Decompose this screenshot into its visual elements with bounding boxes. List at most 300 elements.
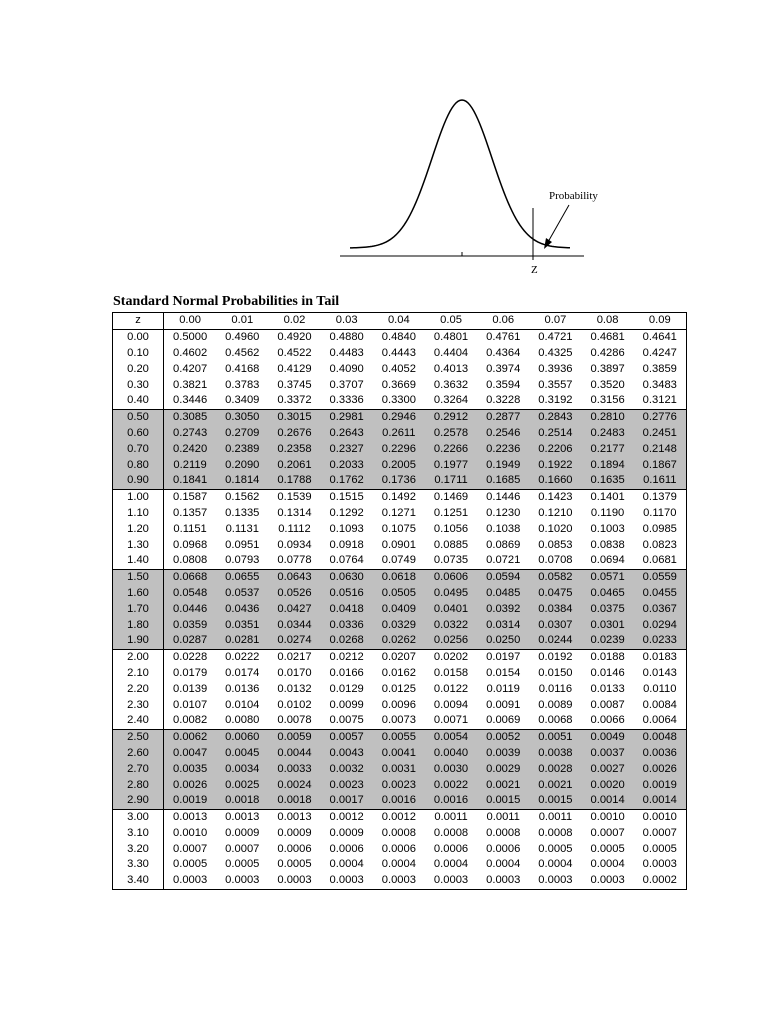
- probability-cell: 0.0129: [329, 682, 364, 695]
- probability-cell: 0.1020: [538, 522, 573, 535]
- probability-cell: 0.0136: [225, 682, 260, 695]
- probability-cell: 0.0043: [321, 746, 373, 762]
- probability-cell: 0.0630: [321, 569, 373, 585]
- z-value-cell: 1.80: [113, 617, 164, 633]
- probability-cell: 0.0869: [486, 538, 521, 551]
- table-row: [113, 473, 687, 489]
- header-col: 0.00: [164, 313, 217, 330]
- probability-cell: 0.0606: [425, 569, 477, 585]
- probability-cell: 0.0885: [433, 538, 469, 551]
- probability-cell: 0.4721: [538, 331, 573, 344]
- probability-cell: 0.3897: [590, 362, 625, 375]
- probability-cell: 0.0004: [433, 858, 469, 871]
- z-value-cell: 1.50: [113, 569, 164, 585]
- probability-cell: 0.3936: [538, 362, 573, 375]
- probability-cell: 0.3300: [381, 394, 416, 407]
- probability-cell: 0.2981: [321, 409, 373, 425]
- probability-cell: 0.4920: [277, 331, 312, 344]
- probability-cell: 0.0035: [164, 761, 217, 777]
- probability-cell: 0.0014: [582, 793, 634, 809]
- z-value-cell: 3.10: [113, 826, 164, 842]
- z-value-cell: 0.40: [113, 393, 164, 409]
- probability-cell: 0.0060: [216, 729, 268, 745]
- probability-cell: 0.0418: [321, 601, 373, 617]
- probability-cell: 0.4090: [329, 362, 364, 375]
- probability-cell: 0.0029: [477, 761, 529, 777]
- probability-cell: 0.3085: [164, 409, 217, 425]
- probability-cell: 0.1685: [477, 473, 529, 489]
- probability-cell: 0.0080: [225, 714, 260, 727]
- probability-cell: 0.4522: [277, 346, 312, 359]
- probability-cell: 0.0015: [477, 793, 529, 809]
- probability-cell: 0.0125: [381, 682, 416, 695]
- probability-cell: 0.0384: [529, 601, 581, 617]
- probability-cell: 0.3745: [277, 378, 312, 391]
- z-table-body: [113, 329, 687, 889]
- probability-cell: 0.4840: [381, 331, 416, 344]
- table-row: [113, 826, 687, 842]
- probability-cell: 0.0014: [634, 793, 687, 809]
- probability-cell: 0.0643: [268, 569, 320, 585]
- header-col: 0.06: [477, 313, 529, 330]
- probability-cell: 0.0256: [425, 633, 477, 649]
- probability-cell: 0.2912: [425, 409, 477, 425]
- probability-cell: 0.0007: [225, 842, 260, 855]
- header-col: 0.03: [321, 313, 373, 330]
- probability-cell: 0.0174: [225, 666, 260, 679]
- probability-cell: 0.0197: [477, 649, 529, 665]
- table-row: [113, 457, 687, 473]
- probability-cell: 0.4880: [329, 331, 364, 344]
- probability-cell: 0.0505: [373, 586, 425, 602]
- probability-cell: 0.0094: [433, 698, 469, 711]
- probability-cell: 0.3859: [642, 362, 677, 375]
- probability-cell: 0.0392: [477, 601, 529, 617]
- probability-cell: 0.0066: [590, 714, 625, 727]
- probability-cell: 0.0409: [373, 601, 425, 617]
- probability-cell: 0.1230: [486, 506, 521, 519]
- probability-cell: 0.0150: [538, 666, 573, 679]
- probability-cell: 0.1292: [329, 506, 364, 519]
- z-value-cell: 1.60: [113, 586, 164, 602]
- probability-cell: 0.2483: [582, 426, 634, 442]
- probability-cell: 0.0023: [373, 777, 425, 793]
- probability-cell: 0.0985: [642, 522, 677, 535]
- probability-cell: 0.4129: [277, 362, 312, 375]
- probability-cell: 0.2327: [321, 441, 373, 457]
- table-row: [113, 777, 687, 793]
- probability-arrow-head: [544, 238, 552, 249]
- probability-cell: 0.1660: [529, 473, 581, 489]
- table-row: [113, 489, 687, 505]
- probability-cell: 0.0005: [172, 858, 208, 871]
- probability-cell: 0.0778: [277, 554, 312, 567]
- z-label: Z: [531, 264, 538, 276]
- probability-cell: 0.2389: [216, 441, 268, 457]
- probability-cell: 0.0006: [433, 842, 469, 855]
- probability-cell: 0.2743: [164, 426, 217, 442]
- probability-cell: 0.0793: [225, 554, 260, 567]
- probability-cell: 0.0102: [277, 698, 312, 711]
- table-row: [113, 537, 687, 553]
- probability-cell: 0.0075: [329, 714, 364, 727]
- probability-cell: 0.0307: [529, 617, 581, 633]
- probability-cell: 0.0062: [164, 729, 217, 745]
- table-row: [113, 426, 687, 442]
- probability-cell: 0.2877: [477, 409, 529, 425]
- probability-cell: 0.0139: [172, 682, 208, 695]
- probability-cell: 0.0294: [634, 617, 687, 633]
- probability-cell: 0.5000: [172, 331, 208, 344]
- probability-cell: 0.0212: [321, 649, 373, 665]
- probability-cell: 0.4602: [172, 346, 208, 359]
- probability-cell: 0.0037: [582, 746, 634, 762]
- probability-cell: 0.0028: [529, 761, 581, 777]
- probability-cell: 0.0003: [590, 874, 625, 887]
- z-value-cell: 1.40: [113, 553, 164, 569]
- probability-cell: 0.0166: [329, 666, 364, 679]
- probability-cell: 0.0018: [268, 793, 320, 809]
- probability-cell: 0.0694: [590, 554, 625, 567]
- header-col: 0.09: [634, 313, 687, 330]
- probability-cell: 0.0019: [164, 793, 217, 809]
- probability-cell: 0.1711: [425, 473, 477, 489]
- probability-cell: 0.2119: [164, 457, 217, 473]
- probability-cell: 0.0133: [590, 682, 625, 695]
- probability-cell: 0.0004: [538, 858, 573, 871]
- probability-cell: 0.1131: [225, 522, 259, 535]
- probability-cell: 0.0571: [582, 569, 634, 585]
- probability-cell: 0.0003: [329, 874, 364, 887]
- probability-cell: 0.4364: [486, 346, 521, 359]
- z-value-cell: 1.10: [113, 506, 164, 522]
- probability-cell: 0.0007: [642, 826, 677, 839]
- table-row: [113, 617, 687, 633]
- probability-cell: 0.0007: [590, 826, 625, 839]
- probability-cell: 0.3483: [642, 378, 677, 391]
- probability-cell: 0.3050: [216, 409, 268, 425]
- probability-cell: 0.0132: [277, 682, 312, 695]
- probability-cell: 0.4052: [381, 362, 416, 375]
- probability-cell: 0.2420: [164, 441, 217, 457]
- probability-cell: 0.1357: [172, 506, 208, 519]
- probability-cell: 0.3974: [486, 362, 521, 375]
- z-value-cell: 0.60: [113, 426, 164, 442]
- probability-cell: 0.3228: [486, 394, 521, 407]
- probability-cell: 0.3594: [486, 378, 521, 391]
- probability-cell: 0.1003: [590, 522, 625, 535]
- probability-cell: 0.0808: [172, 554, 208, 567]
- probability-cell: 0.0838: [590, 538, 625, 551]
- table-row: [113, 346, 687, 362]
- z-value-cell: 2.80: [113, 777, 164, 793]
- probability-cell: 0.0239: [582, 633, 634, 649]
- table-row: [113, 601, 687, 617]
- probability-cell: 0.0010: [172, 826, 208, 839]
- probability-cell: 0.0040: [425, 746, 477, 762]
- probability-cell: 0.0020: [582, 777, 634, 793]
- probability-cell: 0.0082: [172, 714, 208, 727]
- probability-cell: 0.0049: [582, 729, 634, 745]
- probability-cell: 0.1736: [373, 473, 425, 489]
- probability-cell: 0.0005: [642, 842, 677, 855]
- probability-cell: 0.0329: [373, 617, 425, 633]
- probability-cell: 0.1314: [277, 506, 312, 519]
- probability-cell: 0.0951: [225, 538, 260, 551]
- probability-cell: 0.0016: [425, 793, 477, 809]
- probability-cell: 0.0465: [582, 586, 634, 602]
- probability-cell: 0.0003: [486, 874, 521, 887]
- probability-cell: 0.0064: [642, 714, 677, 727]
- probability-cell: 0.4325: [538, 346, 573, 359]
- probability-cell: 0.3783: [225, 378, 260, 391]
- z-value-cell: 3.20: [113, 841, 164, 857]
- probability-cell: 0.0158: [433, 666, 469, 679]
- probability-cell: 0.0023: [321, 777, 373, 793]
- probability-cell: 0.0351: [216, 617, 268, 633]
- probability-cell: 0.0495: [425, 586, 477, 602]
- probability-cell: 0.4681: [590, 331, 625, 344]
- probability-cell: 0.0006: [381, 842, 416, 855]
- probability-cell: 0.1170: [643, 506, 677, 519]
- probability-cell: 0.0764: [329, 554, 364, 567]
- table-row: [113, 746, 687, 762]
- probability-cell: 0.2266: [425, 441, 477, 457]
- probability-label: Probability: [549, 190, 598, 202]
- probability-cell: 0.0003: [225, 874, 260, 887]
- probability-cell: 0.0009: [225, 826, 260, 839]
- probability-cell: 0.0030: [425, 761, 477, 777]
- probability-cell: 0.3121: [642, 394, 677, 407]
- probability-cell: 0.1841: [164, 473, 217, 489]
- probability-cell: 0.4247: [642, 346, 677, 359]
- probability-cell: 0.3446: [172, 394, 208, 407]
- probability-cell: 0.0162: [381, 666, 416, 679]
- probability-cell: 0.1562: [216, 489, 268, 505]
- probability-cell: 0.0367: [634, 601, 687, 617]
- probability-cell: 0.0026: [634, 761, 687, 777]
- probability-cell: 0.1190: [590, 506, 625, 519]
- probability-cell: 0.1335: [225, 506, 260, 519]
- table-row: [113, 553, 687, 569]
- probability-cell: 0.3015: [268, 409, 320, 425]
- z-value-cell: 2.00: [113, 649, 164, 665]
- probability-cell: 0.2090: [216, 457, 268, 473]
- probability-cell: 0.0559: [634, 569, 687, 585]
- probability-cell: 0.0006: [486, 842, 521, 855]
- probability-cell: 0.4483: [329, 346, 364, 359]
- table-row: [113, 761, 687, 777]
- probability-cell: 0.3632: [433, 378, 469, 391]
- probability-cell: 0.0004: [590, 858, 625, 871]
- probability-cell: 0.3156: [590, 394, 625, 407]
- probability-cell: 0.1587: [164, 489, 217, 505]
- probability-cell: 0.0006: [329, 842, 364, 855]
- table-row: [113, 377, 687, 393]
- probability-cell: 0.0071: [433, 714, 469, 727]
- probability-cell: 0.0069: [486, 714, 521, 727]
- probability-cell: 0.0012: [321, 809, 373, 825]
- probability-cell: 0.4960: [225, 331, 260, 344]
- probability-cell: 0.0048: [634, 729, 687, 745]
- probability-cell: 0.0047: [164, 746, 217, 762]
- probability-cell: 0.1075: [381, 522, 416, 535]
- probability-cell: 0.0344: [268, 617, 320, 633]
- probability-cell: 0.0021: [477, 777, 529, 793]
- table-row: [113, 666, 687, 682]
- probability-cell: 0.0217: [268, 649, 320, 665]
- probability-cell: 0.4286: [590, 346, 625, 359]
- probability-cell: 0.0005: [538, 842, 573, 855]
- probability-cell: 0.0179: [172, 666, 208, 679]
- probability-cell: 0.0281: [216, 633, 268, 649]
- probability-cell: 0.1093: [329, 522, 364, 535]
- probability-cell: 0.3520: [590, 378, 625, 391]
- probability-cell: 0.1492: [373, 489, 425, 505]
- probability-cell: 0.0250: [477, 633, 529, 649]
- probability-cell: 0.0059: [268, 729, 320, 745]
- header-col: 0.08: [582, 313, 634, 330]
- probability-cell: 0.0011: [529, 809, 581, 825]
- table-row: [113, 569, 687, 585]
- header-row: [113, 313, 687, 330]
- probability-cell: 0.4207: [172, 362, 208, 375]
- probability-cell: 0.0099: [329, 698, 364, 711]
- table-row: [113, 393, 687, 409]
- probability-cell: 0.0548: [164, 586, 217, 602]
- z-value-cell: 2.10: [113, 666, 164, 682]
- probability-cell: 0.4801: [433, 331, 469, 344]
- probability-cell: 0.0004: [486, 858, 521, 871]
- probability-cell: 0.0287: [164, 633, 217, 649]
- probability-cell: 0.1112: [278, 522, 311, 535]
- normal-curve-figure: [336, 92, 596, 282]
- probability-cell: 0.0003: [277, 874, 312, 887]
- probability-cell: 0.1210: [538, 506, 573, 519]
- probability-cell: 0.2776: [634, 409, 687, 425]
- z-value-cell: 2.70: [113, 761, 164, 777]
- z-value-cell: 2.30: [113, 697, 164, 713]
- table-row: [113, 729, 687, 745]
- table-row: [113, 649, 687, 665]
- z-value-cell: 0.10: [113, 346, 164, 362]
- table-row: [113, 586, 687, 602]
- probability-cell: 0.0170: [277, 666, 312, 679]
- probability-cell: 0.3192: [538, 394, 573, 407]
- probability-cell: 0.0036: [634, 746, 687, 762]
- header-col: 0.02: [268, 313, 320, 330]
- probability-cell: 0.1762: [321, 473, 373, 489]
- probability-cell: 0.0104: [225, 698, 260, 711]
- probability-cell: 0.1922: [529, 457, 581, 473]
- probability-cell: 0.1539: [268, 489, 320, 505]
- z-value-cell: 1.00: [113, 489, 164, 505]
- probability-cell: 0.0110: [643, 682, 677, 695]
- probability-cell: 0.0336: [321, 617, 373, 633]
- probability-cell: 0.3821: [172, 378, 208, 391]
- z-value-cell: 1.70: [113, 601, 164, 617]
- probability-cell: 0.0033: [268, 761, 320, 777]
- z-value-cell: 0.00: [113, 329, 164, 345]
- probability-cell: 0.0207: [373, 649, 425, 665]
- table-row: [113, 873, 687, 889]
- probability-cell: 0.2611: [373, 426, 425, 442]
- table-row: [113, 857, 687, 873]
- probability-cell: 0.1379: [634, 489, 687, 505]
- probability-cell: 0.0073: [381, 714, 416, 727]
- probability-cell: 0.1469: [425, 489, 477, 505]
- probability-cell: 0.0735: [433, 554, 469, 567]
- probability-cell: 0.0005: [225, 858, 260, 871]
- probability-cell: 0.0087: [590, 698, 625, 711]
- probability-cell: 0.0078: [277, 714, 312, 727]
- probability-cell: 0.0016: [373, 793, 425, 809]
- probability-cell: 0.2451: [634, 426, 687, 442]
- probability-cell: 0.0052: [477, 729, 529, 745]
- probability-cell: 0.4404: [433, 346, 469, 359]
- probability-cell: 0.0038: [529, 746, 581, 762]
- probability-cell: 0.0668: [164, 569, 217, 585]
- table-row: [113, 329, 687, 345]
- table-row: [113, 793, 687, 809]
- table-row: [113, 681, 687, 697]
- probability-cell: 0.0146: [590, 666, 625, 679]
- probability-cell: 0.2709: [216, 426, 268, 442]
- probability-cell: 0.0004: [329, 858, 364, 871]
- probability-cell: 0.2843: [529, 409, 581, 425]
- probability-cell: 0.2061: [268, 457, 320, 473]
- probability-cell: 0.0116: [538, 682, 573, 695]
- probability-cell: 0.0019: [634, 777, 687, 793]
- probability-cell: 0.0003: [538, 874, 573, 887]
- probability-cell: 0.0853: [538, 538, 573, 551]
- probability-cell: 0.0003: [433, 874, 469, 887]
- probability-cell: 0.0084: [642, 698, 677, 711]
- table-row: [113, 506, 687, 522]
- probability-cell: 0.0018: [216, 793, 268, 809]
- probability-cell: 0.2514: [529, 426, 581, 442]
- probability-cell: 0.4013: [433, 362, 469, 375]
- probability-cell: 0.0024: [268, 777, 320, 793]
- z-value-cell: 1.30: [113, 537, 164, 553]
- header-z: z: [113, 313, 164, 330]
- probability-cell: 0.1949: [477, 457, 529, 473]
- probability-cell: 0.0004: [381, 858, 416, 871]
- probability-cell: 0.0446: [164, 601, 217, 617]
- probability-cell: 0.1056: [433, 522, 469, 535]
- probability-cell: 0.2033: [321, 457, 373, 473]
- probability-cell: 0.0096: [381, 698, 416, 711]
- header-col: 0.01: [216, 313, 268, 330]
- probability-cell: 0.1446: [477, 489, 529, 505]
- bell-curve: [350, 100, 570, 248]
- probability-cell: 0.1635: [582, 473, 634, 489]
- probability-cell: 0.0262: [373, 633, 425, 649]
- probability-cell: 0.0154: [486, 666, 521, 679]
- probability-cell: 0.2005: [373, 457, 425, 473]
- probability-cell: 0.0202: [425, 649, 477, 665]
- z-value-cell: 1.20: [113, 521, 164, 537]
- probability-cell: 0.0041: [373, 746, 425, 762]
- probability-cell: 0.2676: [268, 426, 320, 442]
- z-value-cell: 0.90: [113, 473, 164, 489]
- z-value-cell: 2.20: [113, 681, 164, 697]
- probability-cell: 0.0039: [477, 746, 529, 762]
- probability-cell: 0.4562: [225, 346, 260, 359]
- probability-cell: 0.1867: [634, 457, 687, 473]
- table-row: [113, 633, 687, 649]
- probability-cell: 0.3707: [329, 378, 364, 391]
